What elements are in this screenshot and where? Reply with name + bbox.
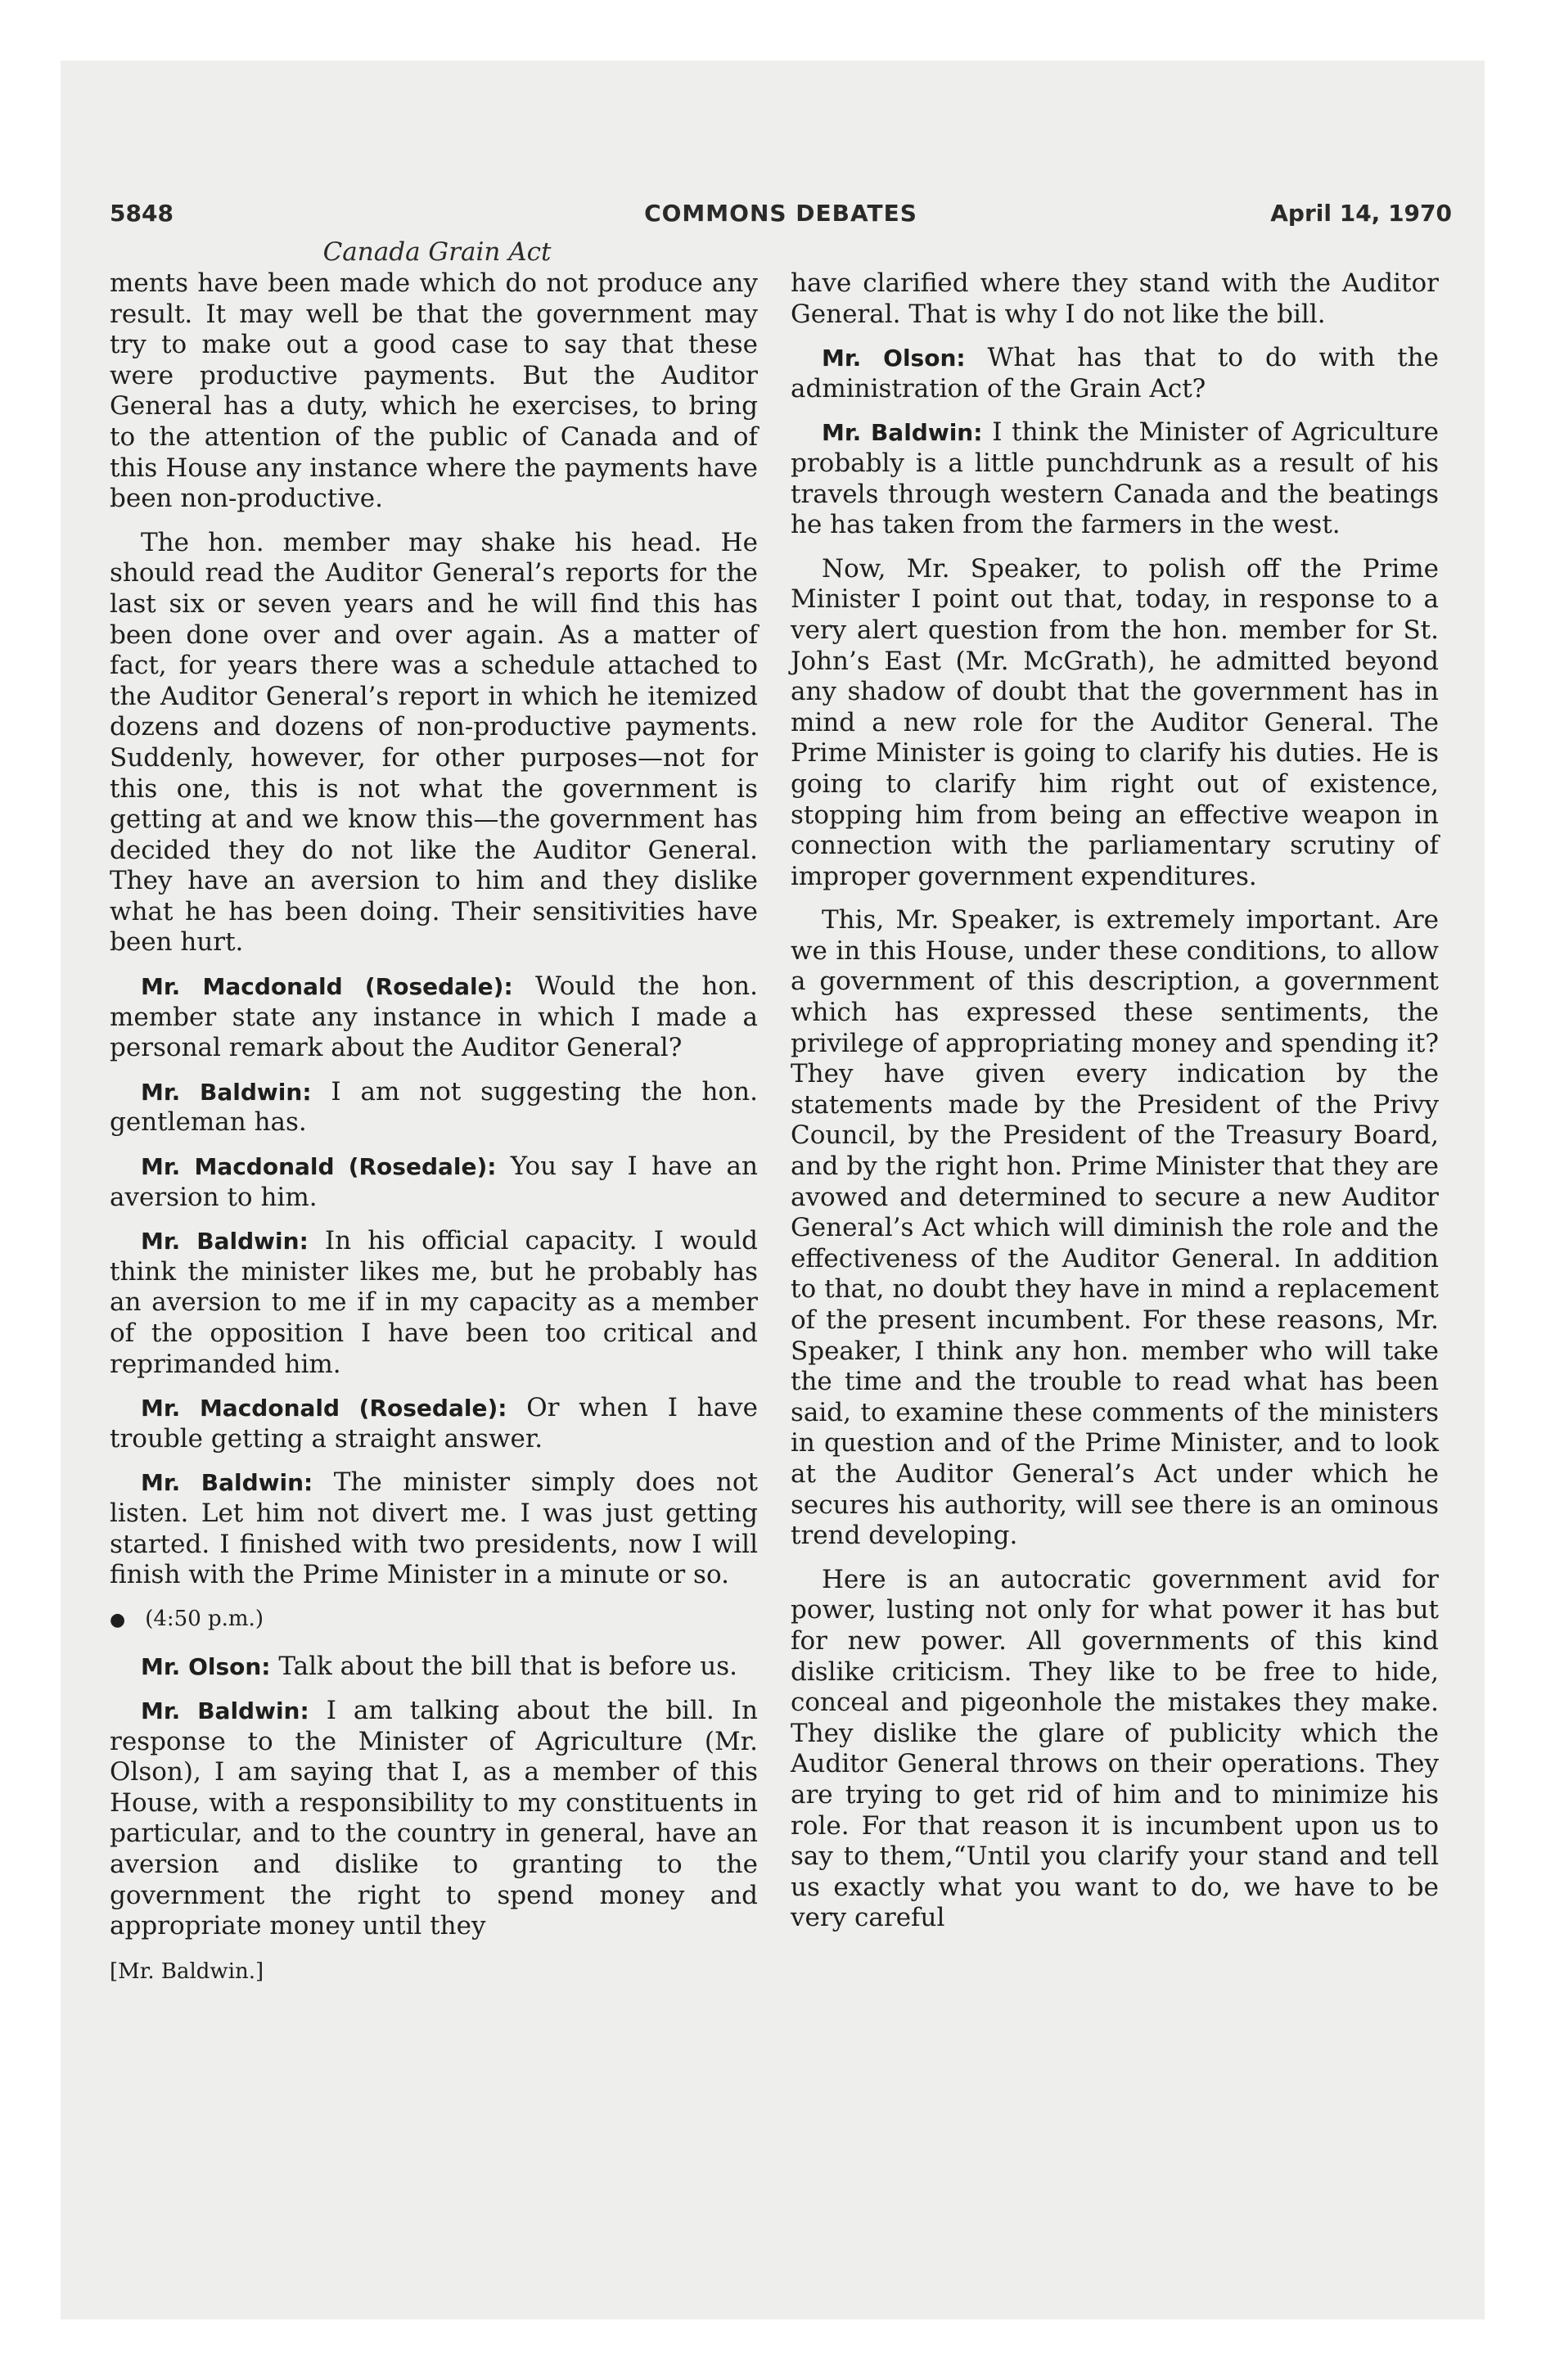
paragraph (791, 554, 1439, 893)
speaker-name: Mr. Macdonald (Rosedale): (141, 1153, 497, 1181)
paragraph (110, 1652, 758, 1683)
speaker-name: Mr. Baldwin: (141, 1697, 309, 1724)
paragraph-text: The minister simply does not listen. Let him not divert me. I was just getting started. I finished with two presidents, now I will finish with the Prime Minister in a minute or so. (110, 1467, 758, 1590)
paragraph (110, 268, 758, 515)
paragraph (110, 1393, 758, 1454)
page-number: 5848 (110, 200, 174, 227)
speaker-name: Mr. Macdonald (Rosedale): (141, 1395, 507, 1422)
paragraph-text: I am talking about the bill. In response to the Minister of Agriculture (Mr. Olson), I am saying that I, as a member of this House, with a responsibility to my constituents in particular, and to the country in general, have an aversion and dislike to granting to the government the right to spend money and appropriate money until they (110, 1695, 758, 1941)
left-column (110, 268, 758, 1987)
paragraph (791, 1565, 1439, 1934)
paragraph-text: The hon. member may shake his head. He should read the Auditor General’s reports for the last six or seven years and he will find this has been done over and over again. As a matter of fact, for years there was a schedule attached to the Auditor General’s report in which he itemized dozens and dozens of non-productive payments. Suddenly, however, for other purposes—not for this one, this is not what the government is getting at and we know this—the government has decided they do not like the Auditor General. They have an aversion to him and they dislike what he has been doing. Their sensitivities have been hurt. (110, 527, 758, 958)
paragraph-text: I am not suggesting the hon. gentleman has. (110, 1076, 758, 1138)
paragraph (791, 905, 1439, 1551)
speaker-name: Mr. Macdonald (Rosedale): (141, 973, 513, 1001)
speaker-name: Mr. Olson: (822, 345, 966, 372)
right-column (791, 268, 1439, 1934)
paragraph-text: This, Mr. Speaker, is extremely important. Are we in this House, under these conditions, to allow a government of this description, a government which has expressed these sentiments, the privilege of appropriating money and spending it? They have given every indication by the statements made by the President of the Privy Council, by the President of the Treasury Board, and by the right hon. Prime Minister that they are avowed and determined to secure a new Auditor General’s Act which will diminish the role and the effectiveness of the Auditor General. In addition to that, no doubt they have in mind a replacement of the present incumbent. For these reasons, Mr. Speaker, I think any hon. member who will take the time and the trouble to read what has been said, to examine these comments of the ministers in question and of the Prime Minister, and to look at the Auditor General’s Act under which he secures his authority, will see there is an ominous trend developing. (791, 905, 1439, 1551)
paragraph-text: You say I have an aversion to him. (110, 1152, 758, 1212)
paragraph-text: Would the hon. member state any instance in which I made a personal remark about the Auditor General? (110, 971, 759, 1063)
paragraph (791, 417, 1439, 540)
speaker-name: Mr. Baldwin: (141, 1469, 313, 1497)
paragraph (110, 971, 758, 1064)
paragraph (110, 1696, 758, 1942)
paragraph-text: ments have been made which do not produce any result. It may well be that the government may try to make out a good case to say that these were productive payments. But the Auditor General has a duty, which he exercises, to bring to the attention of the public of Canada and of this House any instance where the payments have been non-productive. (110, 268, 758, 514)
paragraph (791, 268, 1439, 330)
paragraph (110, 1226, 758, 1380)
paragraph (110, 1077, 758, 1138)
paragraph-text: Here is an autocratic government avid for power, lusting not only for what power it has but for new power. All governments of this kind dislike criticism. They like to be free to hide, conceal and pigeonhole the mistakes they make. They dislike the glare of publicity which the Auditor General throws on their operations. They are trying to get rid of him and to minimize his role. For that reason it is incumbent upon us to say to them,“Until you clarify your stand and tell us exactly what you want to do, we have to be very careful (791, 1564, 1439, 1933)
paragraph (791, 343, 1439, 404)
speaker-name: Mr. Baldwin: (141, 1228, 309, 1255)
speaker-footer-ref: [Mr. Baldwin.] (110, 1959, 264, 1984)
publication-date: April 14, 1970 (1270, 200, 1452, 227)
publication-title: COMMONS DEBATES (644, 200, 917, 227)
time-text: (4:50 p.m.) (145, 1606, 264, 1631)
paragraph (110, 1467, 758, 1590)
speaker-name: Mr. Baldwin: (141, 1078, 312, 1106)
paragraph-text: Or when I have trouble getting a straight answer. (110, 1393, 758, 1454)
paragraph-text: Now, Mr. Speaker, to polish off the Prime Minister I point out that, today, in response to a very alert question from the hon. member for St. John’s East (Mr. McGrath), he admitted beyond any shadow of doubt that the government has in mind a new role for the Auditor General. The Prime Minister is going to clarify his duties. He is going to clarify him right out of existence, stopping him from being an effective weapon in connection with the parliamentary scrutiny of improper government expenditures. (791, 553, 1439, 891)
speaker-name: Mr. Baldwin: (822, 419, 983, 447)
paragraph-text: What has that to do with the administration of the Grain Act? (791, 343, 1439, 403)
bullet-icon: ● (110, 1609, 126, 1630)
paragraph (110, 528, 758, 958)
page-header (110, 200, 1452, 236)
paragraph-text: Talk about the bill that is before us. (278, 1652, 737, 1682)
time-marker (110, 1604, 758, 1636)
running-head: Canada Grain Act (322, 237, 552, 267)
paragraph-text: I think the Minister of Agriculture probably is a little punchdrunk as a result of his travels through western Canada and the beatings he has taken from the farmers in the west. (791, 417, 1439, 540)
paragraph (110, 1152, 758, 1213)
paragraph-text: have clarified where they stand with the Auditor General. That is why I do not like the bill. (791, 268, 1439, 329)
paragraph-text: In his official capacity. I would think the minister likes me, but he probably has an aversion to me if in my capacity as a member of the opposition I have been too critical and reprimanded him. (110, 1226, 759, 1379)
speaker-name: Mr. Olson: (141, 1653, 271, 1681)
